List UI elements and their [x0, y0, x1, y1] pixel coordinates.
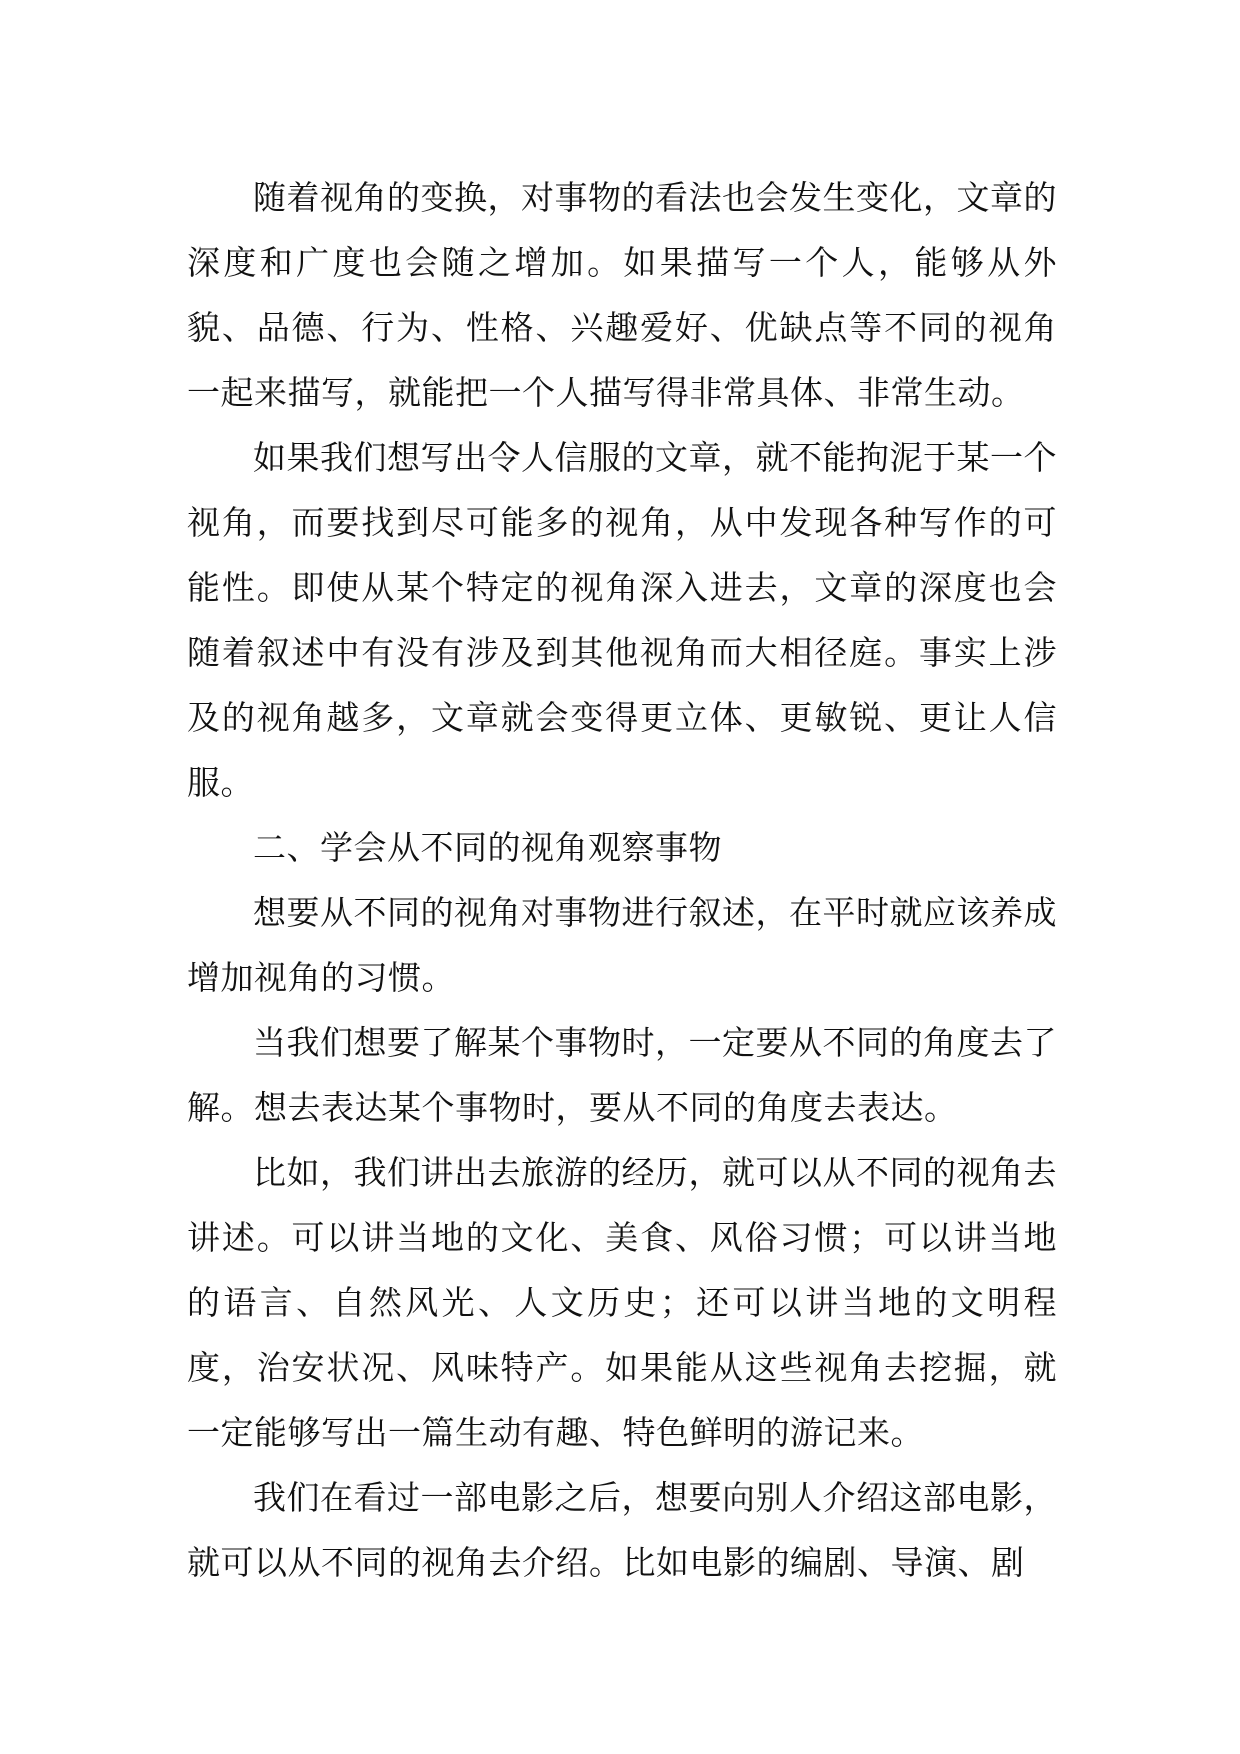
paragraph-6: 我们在看过一部电影之后，想要向别人介绍这部电影，就可以从不同的视角去介绍。比如电影的编剧、导演、剧 — [187, 1478, 1057, 1582]
section-heading: 二、学会从不同的视角观察事物 — [253, 828, 722, 867]
paragraph-3: 想要从不同的视角对事物进行叙述，在平时就应该养成增加视角的习惯。 — [187, 893, 1057, 997]
paragraph-5: 比如，我们讲出去旅游的经历，就可以从不同的视角去讲述。可以讲当地的文化、美食、风俗习惯；可以讲当地的语言、自然风光、人文历史；还可以讲当地的文明程度，治安状况、风味特产。如果能从这些视角去挖掘，就一定能够写出一篇生动有趣、特色鲜明的游记来。 — [187, 1153, 1057, 1452]
paragraph-2: 如果我们想写出令人信服的文章，就不能拘泥于某一个视角，而要找到尽可能多的视角，从中发现各种写作的可能性。即使从某个特定的视角深入进去，文章的深度也会随着叙述中有没有涉及到其他视角而大相径庭。事实上涉及的视角越多，文章就会变得更立体、更敏锐、更让人信服。 — [187, 438, 1057, 802]
paragraph-1: 随着视角的变换，对事物的看法也会发生变化，文章的深度和广度也会随之增加。如果描写一个人，能够从外貌、品德、行为、性格、兴趣爱好、优缺点等不同的视角一起来描写，就能把一个人描写得非常具体、非常生动。 — [187, 178, 1057, 412]
document-body — [187, 165, 1057, 1595]
paragraph-4: 当我们想要了解某个事物时，一定要从不同的角度去了解。想去表达某个事物时，要从不同的角度去表达。 — [187, 1023, 1057, 1127]
